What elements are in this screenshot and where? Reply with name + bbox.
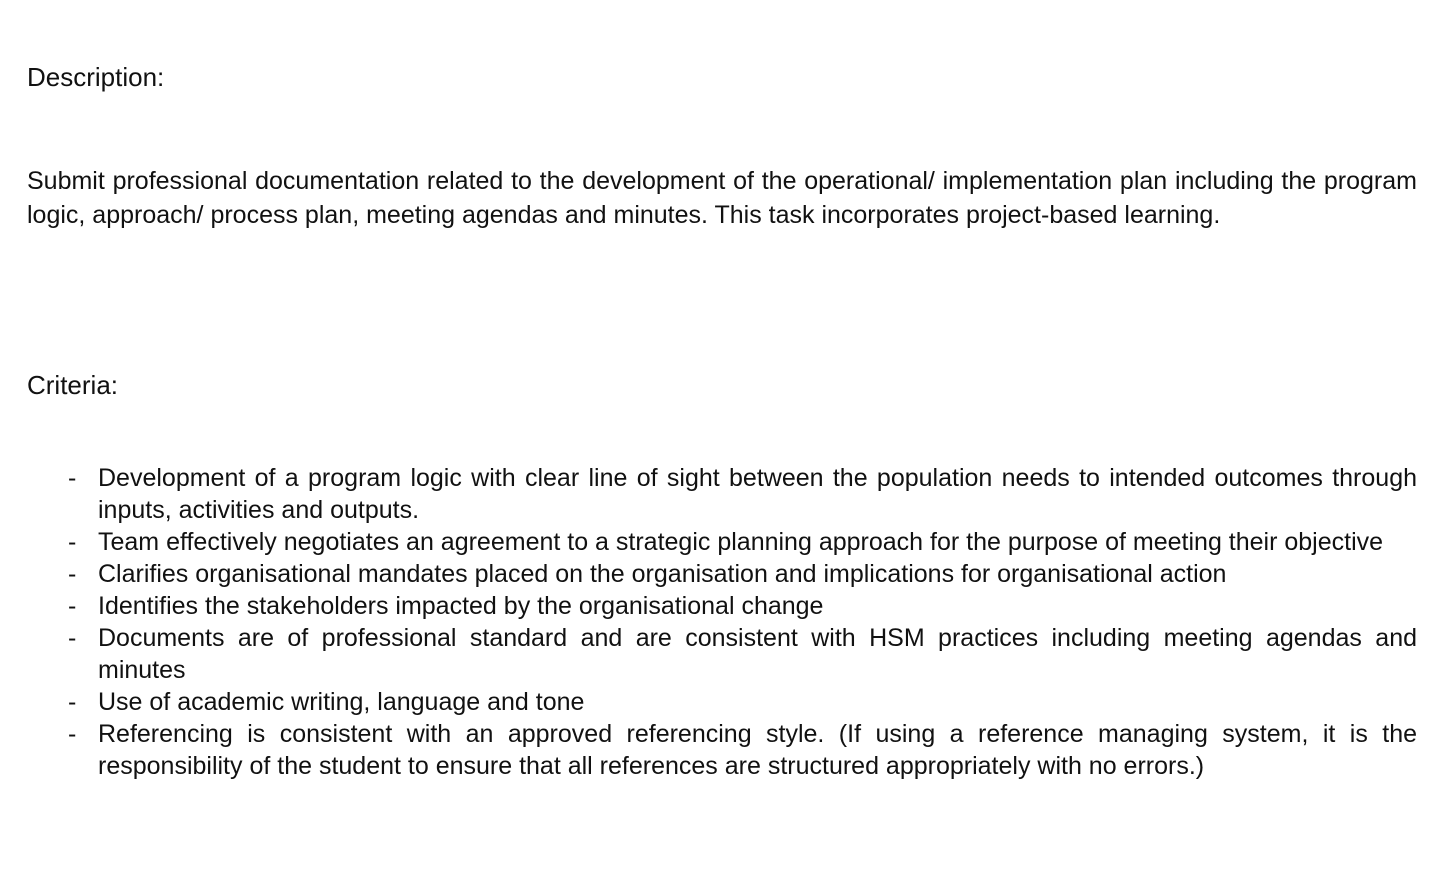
criteria-item [68, 686, 1417, 718]
list-bullet: - [68, 560, 77, 588]
description-heading: Description: [27, 62, 165, 92]
list-bullet: - [68, 592, 77, 620]
criteria-item [68, 622, 1417, 686]
criteria-item-text: Development of a program logic with clear line of sight between the population needs to intended outcomes through inputs, activities and outputs. [98, 464, 1417, 524]
list-bullet: - [68, 624, 77, 652]
criteria-item [68, 526, 1417, 558]
description-text: Submit professional documentation related to the development of the operational/ implementation plan including the program logic, approach/ process plan, meeting agendas and minutes. This task incorporates project-based learning. [27, 167, 1417, 229]
criteria-heading: Criteria: [27, 370, 119, 400]
criteria-item [68, 590, 1417, 622]
criteria-item [68, 558, 1417, 590]
criteria-item-text: Team effectively negotiates an agreement to a strategic planning approach for the purpose of meeting their objective [98, 528, 1384, 556]
criteria-item [68, 718, 1417, 782]
list-bullet: - [68, 464, 77, 492]
criteria-item-text: Clarifies organisational mandates placed on the organisation and implications for organisational action [98, 560, 1227, 588]
criteria-item-text: Documents are of professional standard and are consistent with HSM practices including meeting agendas and minutes [98, 624, 1417, 684]
list-bullet: - [68, 528, 77, 556]
criteria-list [68, 462, 1417, 782]
criteria-item-text: Identifies the stakeholders impacted by the organisational change [98, 592, 824, 620]
criteria-item-text: Referencing is consistent with an approved referencing style. (If using a reference managing system, it is the responsibility of the student to ensure that all references are structured appropriately with no errors.) [98, 720, 1417, 780]
criteria-item [68, 462, 1417, 526]
list-bullet: - [68, 720, 77, 748]
criteria-item-text: Use of academic writing, language and tone [98, 688, 585, 716]
list-bullet: - [68, 688, 77, 716]
